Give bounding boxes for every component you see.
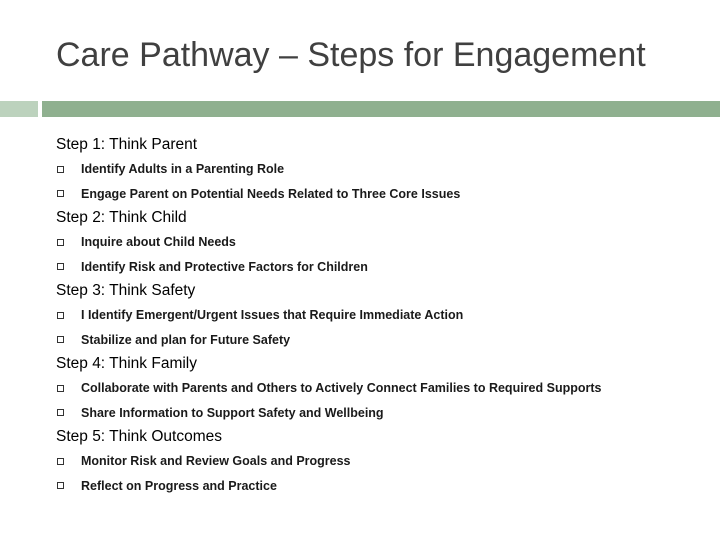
square-bullet-icon bbox=[57, 409, 64, 416]
list-item bbox=[56, 401, 706, 426]
list-item bbox=[56, 376, 706, 401]
list-item bbox=[56, 449, 706, 474]
list-item bbox=[56, 303, 706, 328]
list-item-text: Identify Risk and Protective Factors for Children bbox=[81, 259, 368, 274]
list-item-text: Engage Parent on Potential Needs Related to Three Core Issues bbox=[81, 186, 461, 201]
square-bullet-icon bbox=[57, 312, 64, 319]
list-item-text: Reflect on Progress and Practice bbox=[81, 478, 277, 493]
list-item bbox=[56, 328, 706, 353]
square-bullet-icon bbox=[57, 239, 64, 246]
step-heading: Step 1: Think Parent bbox=[56, 136, 198, 153]
step-heading: Step 3: Think Safety bbox=[56, 282, 196, 299]
list-item bbox=[56, 230, 706, 255]
square-bullet-icon bbox=[57, 458, 64, 465]
step-heading: Step 2: Think Child bbox=[56, 209, 187, 226]
list-item-text: I Identify Emergent/Urgent Issues that Require Immediate Action bbox=[81, 308, 464, 323]
square-bullet-icon bbox=[57, 263, 64, 270]
title-accent-bar-right bbox=[42, 101, 720, 117]
list-item bbox=[56, 474, 706, 499]
title-accent-bar-left bbox=[0, 101, 38, 117]
square-bullet-icon bbox=[57, 190, 64, 197]
square-bullet-icon bbox=[57, 336, 64, 343]
list-item-text: Collaborate with Parents and Others to Actively Connect Families to Required Supports bbox=[81, 381, 602, 396]
list-item-text: Identify Adults in a Parenting Role bbox=[81, 162, 285, 177]
list-item-text: Monitor Risk and Review Goals and Progress bbox=[81, 454, 351, 469]
slide-title: Care Pathway – Steps for Engagement bbox=[56, 36, 646, 74]
list-item bbox=[56, 182, 706, 207]
square-bullet-icon bbox=[57, 482, 64, 489]
square-bullet-icon bbox=[57, 166, 64, 173]
list-item-text: Share Information to Support Safety and Wellbeing bbox=[81, 405, 384, 420]
square-bullet-icon bbox=[57, 385, 64, 392]
list-item-text: Inquire about Child Needs bbox=[81, 235, 236, 250]
step-heading: Step 5: Think Outcomes bbox=[56, 428, 222, 445]
step-heading: Step 4: Think Family bbox=[56, 355, 197, 372]
list-item bbox=[56, 157, 706, 182]
list-item-text: Stabilize and plan for Future Safety bbox=[81, 332, 291, 347]
list-item bbox=[56, 255, 706, 280]
steps-list bbox=[56, 133, 706, 498]
